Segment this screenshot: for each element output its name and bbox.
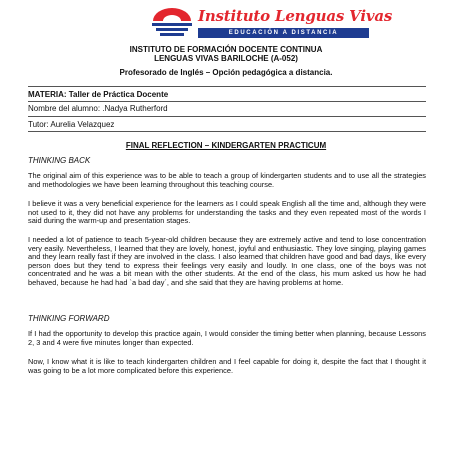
section-heading: THINKING FORWARD (28, 314, 110, 323)
paragraph: I believe it was a very beneficial experience for the learners as I could speak English all the time and, although they were not used to it, they did not have any problems for understanding the tasks and they even repeated most of the words I said during the warm-up and presentation stages. (28, 199, 426, 225)
institute-logo-icon (150, 6, 194, 40)
paragraph: I needed a lot of patience to teach 5-year-old children because they are extremely active and tend to lose concentration very easily. Nevertheless, I learned that they are lovely, honest, joyful and enthusiastic. They love singing, playing games and they learn really fast if they are involved in the class. I also learned that children have good and bad days, like every person does but they tend to express their feelings very easily and loudly. In one class, one of the boys was not concentrated and he was a bit mean with the other students. At the end of the class, his mum asked us how he had behaved, because he had had `a bad day´, and she said that they are having problems at home. (28, 235, 426, 287)
student-field: Nombre del alumno: .Nadya Rutherford (28, 104, 168, 113)
institution-name: INSTITUTO DE FORMACIÓN DOCENTE CONTINUA (129, 45, 323, 54)
logo-tagline: EDUCACIÓN A DISTANCIA (198, 28, 369, 38)
tutor-field: Tutor: Aurelia Velazquez (28, 120, 115, 129)
subject-field: MATERIA: Taller de Práctica Docente (28, 90, 169, 99)
divider (28, 101, 426, 102)
program-name: Profesorado de Inglés – Opción pedagógica a distancia. (119, 68, 333, 77)
paragraph: If I had the opportunity to develop this practice again, I would consider the timing better when planning, because Lessons 2, 3 and 4 were five minutes longer than expected. (28, 329, 426, 347)
paragraph: Now, I know what it is like to teach kindergarten children and I feel capable for doing it, despite the fact that I thought it was going to be a lot more complicated before this experience. (28, 357, 426, 375)
logo-name: Instituto Lenguas Vivas (198, 7, 393, 25)
document-title: FINAL REFLECTION – KINDERGARTEN PRACTICUM (125, 141, 327, 150)
divider (28, 131, 426, 132)
section-heading: THINKING BACK (28, 156, 91, 165)
institute-logo (150, 6, 393, 42)
institution-location: LENGUAS VIVAS BARILOCHE (A-052) (154, 54, 298, 63)
paragraph: The original aim of this experience was to be able to teach a group of kindergarten students and to use all the strategies and methodologies we have been learning throughout this teaching course. (28, 171, 426, 189)
divider (28, 116, 426, 117)
divider (28, 86, 426, 87)
